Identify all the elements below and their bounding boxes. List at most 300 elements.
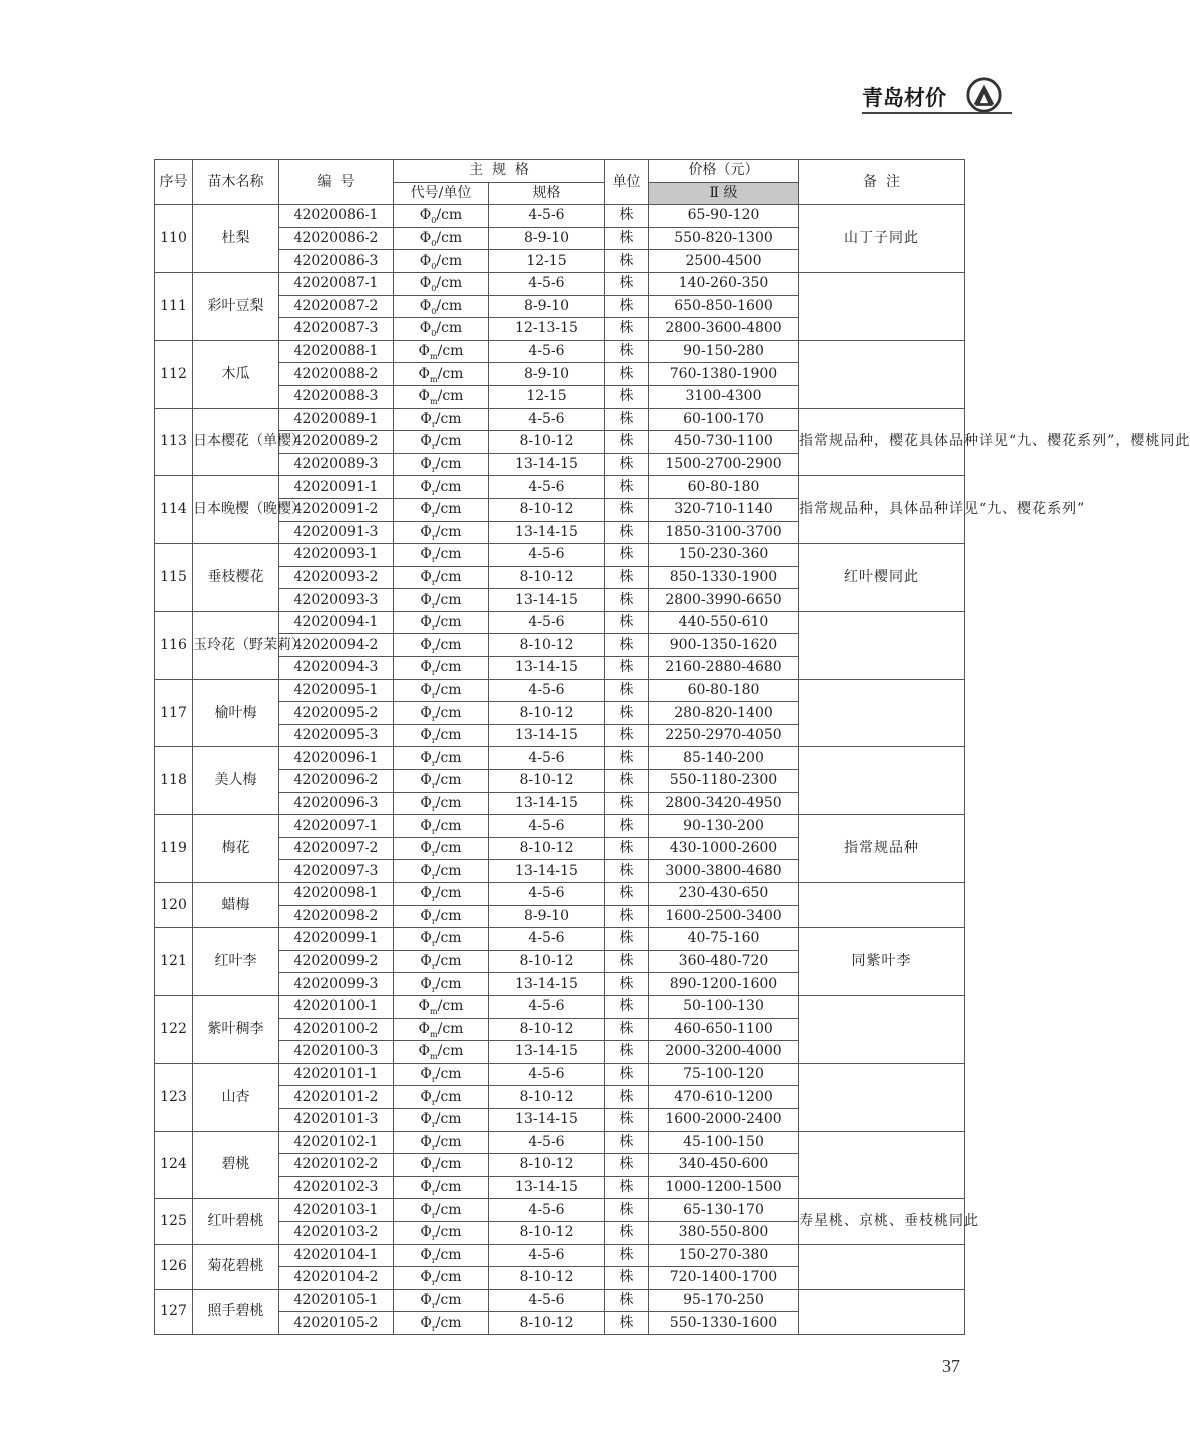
seq-cell: 123 [155, 1063, 193, 1131]
spec-cell: 4-5-6 [489, 883, 605, 906]
spec-unit: /cm [435, 794, 462, 811]
unit-cell: 株 [605, 770, 649, 793]
unit-cell: 株 [605, 702, 649, 725]
spec-cell: 13-14-15 [489, 1041, 605, 1064]
note-cell: 指常规品种，具体品种详见“九、樱花系列” [799, 476, 965, 544]
unit-cell: 株 [605, 792, 649, 815]
unit-cell: 株 [605, 928, 649, 951]
spec-code-cell [394, 860, 489, 883]
diameter-symbol: Φ [419, 230, 432, 247]
diameter-symbol: Φ [420, 591, 432, 608]
spec-cell: 13-14-15 [489, 792, 605, 815]
spec-code-cell [394, 950, 489, 973]
diameter-subscript: m [430, 351, 438, 361]
unit-cell: 株 [605, 431, 649, 454]
unit-cell: 株 [605, 815, 649, 838]
spec-unit: /cm [435, 1111, 462, 1128]
spec-code-cell [394, 1221, 489, 1244]
spec-unit: /cm [435, 1224, 462, 1241]
price-cell: 280-820-1400 [649, 702, 799, 725]
price-cell: 900-1350-1620 [649, 634, 799, 657]
unit-cell: 株 [605, 973, 649, 996]
diameter-symbol: Φ [420, 1088, 432, 1105]
diameter-symbol: Φ [420, 478, 432, 495]
unit-cell: 株 [605, 1244, 649, 1267]
spec-unit: /cm [435, 1179, 462, 1196]
spec-unit: /cm [435, 840, 462, 857]
diameter-subscript: r [431, 622, 436, 632]
diameter-subscript: r [431, 735, 436, 745]
diameter-subscript: r [431, 1142, 436, 1152]
table-row [155, 928, 965, 951]
diameter-symbol: Φ [419, 297, 432, 314]
diameter-subscript: r [431, 577, 436, 587]
unit-cell: 株 [605, 521, 649, 544]
price-cell: 3000-3800-4680 [649, 860, 799, 883]
unit-cell: 株 [605, 1267, 649, 1290]
price-cell: 440-550-610 [649, 611, 799, 634]
spec-unit: /cm [435, 568, 462, 585]
spec-cell: 4-5-6 [489, 1244, 605, 1267]
price-cell: 140-260-350 [649, 272, 799, 295]
code-cell: 42020103-1 [279, 1199, 394, 1222]
seq-cell: 113 [155, 408, 193, 476]
price-cell: 90-150-280 [649, 340, 799, 363]
price-cell: 360-480-720 [649, 950, 799, 973]
code-cell: 42020089-3 [279, 453, 394, 476]
diameter-subscript: m [430, 1029, 438, 1039]
seq-cell: 122 [155, 995, 193, 1063]
price-cell: 470-610-1200 [649, 1086, 799, 1109]
header-seq: 序号 [155, 160, 193, 205]
diameter-subscript: r [431, 1097, 436, 1107]
spec-cell: 4-5-6 [489, 205, 605, 228]
plant-name-cell: 蜡梅 [193, 883, 279, 928]
table-row [155, 1289, 965, 1312]
price-cell: 550-1330-1600 [649, 1312, 799, 1335]
price-cell: 2160-2880-4680 [649, 657, 799, 680]
diameter-symbol: Φ [420, 1224, 432, 1241]
price-cell: 1600-2000-2400 [649, 1108, 799, 1131]
unit-cell: 株 [605, 634, 649, 657]
spec-unit: /cm [435, 975, 462, 992]
code-cell: 42020102-2 [279, 1154, 394, 1177]
seq-cell: 114 [155, 476, 193, 544]
diameter-symbol: Φ [420, 456, 432, 473]
spec-code-cell [394, 1063, 489, 1086]
spec-code-cell [394, 431, 489, 454]
header-unit: 单位 [605, 160, 649, 205]
unit-cell: 株 [605, 747, 649, 770]
diameter-symbol: Φ [420, 772, 432, 789]
code-cell: 42020088-1 [279, 340, 394, 363]
spec-unit: /cm [436, 252, 463, 269]
diameter-symbol: Φ [418, 1020, 431, 1037]
price-cell: 2500-4500 [649, 250, 799, 273]
spec-cell: 8-10-12 [489, 1154, 605, 1177]
diameter-symbol: Φ [420, 636, 432, 653]
code-cell: 42020088-3 [279, 385, 394, 408]
spec-unit: /cm [435, 772, 462, 789]
unit-cell: 株 [605, 318, 649, 341]
code-cell: 42020093-1 [279, 544, 394, 567]
diameter-subscript: r [431, 419, 436, 429]
diameter-symbol: Φ [420, 1133, 432, 1150]
diameter-subscript: r [431, 939, 436, 949]
unit-cell: 株 [605, 363, 649, 386]
unit-cell: 株 [605, 1131, 649, 1154]
table-row [155, 815, 965, 838]
code-cell: 42020102-1 [279, 1131, 394, 1154]
spec-code-cell [394, 1086, 489, 1109]
code-cell: 42020095-3 [279, 724, 394, 747]
diameter-symbol: Φ [420, 433, 432, 450]
price-cell: 60-80-180 [649, 476, 799, 499]
spec-cell: 8-10-12 [489, 1267, 605, 1290]
code-cell: 42020094-3 [279, 657, 394, 680]
spec-cell: 8-10-12 [489, 431, 605, 454]
spec-unit: /cm [436, 320, 463, 337]
spec-code-cell [394, 1131, 489, 1154]
header-note: 备 注 [799, 160, 965, 205]
diameter-subscript: r [431, 713, 436, 723]
spec-cell: 4-5-6 [489, 995, 605, 1018]
note-cell: 指常规品种，樱花具体品种详见“九、樱花系列”，樱桃同此 [799, 408, 965, 476]
diameter-symbol: Φ [418, 1043, 431, 1060]
diameter-symbol: Φ [420, 1179, 432, 1196]
spec-cell: 13-14-15 [489, 1176, 605, 1199]
spec-cell: 13-14-15 [489, 1108, 605, 1131]
price-cell: 45-100-150 [649, 1131, 799, 1154]
code-cell: 42020091-2 [279, 498, 394, 521]
spec-code-cell [394, 363, 489, 386]
code-cell: 42020095-2 [279, 702, 394, 725]
code-cell: 42020089-2 [279, 431, 394, 454]
spec-code-cell [394, 1244, 489, 1267]
unit-cell: 株 [605, 995, 649, 1018]
spec-unit: /cm [435, 749, 462, 766]
code-cell: 42020097-1 [279, 815, 394, 838]
plant-name-cell: 玉玲花（野茉莉） [193, 611, 279, 679]
spec-cell: 12-15 [489, 250, 605, 273]
diameter-subscript: 0 [431, 306, 437, 316]
diameter-subscript: r [431, 894, 436, 904]
code-cell: 42020091-3 [279, 521, 394, 544]
spec-code-cell [394, 521, 489, 544]
spec-cell: 4-5-6 [489, 544, 605, 567]
unit-cell: 株 [605, 657, 649, 680]
diameter-subscript: r [431, 781, 436, 791]
diameter-symbol: Φ [420, 953, 432, 970]
spec-cell: 4-5-6 [489, 340, 605, 363]
spec-cell: 13-14-15 [489, 453, 605, 476]
unit-cell: 株 [605, 883, 649, 906]
diameter-symbol: Φ [418, 998, 431, 1015]
seq-cell: 125 [155, 1199, 193, 1244]
plant-name-cell: 榆叶梅 [193, 679, 279, 747]
diameter-subscript: r [431, 803, 436, 813]
header-spec: 规格 [489, 182, 605, 205]
spec-code-cell [394, 589, 489, 612]
diameter-subscript: 0 [431, 284, 437, 294]
price-cell: 40-75-160 [649, 928, 799, 951]
spec-code-cell [394, 385, 489, 408]
unit-cell: 株 [605, 1041, 649, 1064]
diameter-symbol: Φ [420, 1291, 432, 1308]
diameter-subscript: r [431, 690, 436, 700]
price-cell: 760-1380-1900 [649, 363, 799, 386]
table-row [155, 544, 965, 567]
code-cell: 42020091-1 [279, 476, 394, 499]
diameter-symbol: Φ [420, 794, 432, 811]
spec-code-cell [394, 611, 489, 634]
seq-cell: 117 [155, 679, 193, 747]
spec-code-cell [394, 476, 489, 499]
price-cell: 2800-3420-4950 [649, 792, 799, 815]
price-cell: 320-710-1140 [649, 498, 799, 521]
spec-cell: 4-5-6 [489, 272, 605, 295]
plant-name-cell: 日本樱花（单樱） [193, 408, 279, 476]
code-cell: 42020097-3 [279, 860, 394, 883]
spec-code-cell [394, 1176, 489, 1199]
diameter-symbol: Φ [418, 343, 431, 360]
spec-cell: 8-10-12 [489, 634, 605, 657]
code-cell: 42020086-3 [279, 250, 394, 273]
diameter-subscript: r [431, 1210, 436, 1220]
seq-cell: 110 [155, 205, 193, 273]
unit-cell: 株 [605, 544, 649, 567]
code-cell: 42020099-2 [279, 950, 394, 973]
spec-code-cell [394, 770, 489, 793]
code-cell: 42020104-1 [279, 1244, 394, 1267]
price-cell: 65-130-170 [649, 1199, 799, 1222]
spec-unit: /cm [435, 636, 462, 653]
spec-code-cell [394, 928, 489, 951]
diameter-symbol: Φ [418, 365, 431, 382]
diameter-subscript: r [431, 487, 436, 497]
diameter-subscript: 0 [431, 216, 437, 226]
table-row [155, 995, 965, 1018]
unit-cell: 株 [605, 905, 649, 928]
diameter-symbol: Φ [420, 749, 432, 766]
diameter-subscript: 0 [431, 261, 437, 271]
spec-cell: 8-9-10 [489, 227, 605, 250]
diameter-symbol: Φ [420, 523, 432, 540]
spec-cell: 8-10-12 [489, 702, 605, 725]
diameter-subscript: m [430, 374, 438, 384]
diameter-symbol: Φ [420, 1314, 432, 1331]
diameter-subscript: r [431, 961, 436, 971]
unit-cell: 株 [605, 1312, 649, 1335]
diameter-symbol: Φ [420, 885, 432, 902]
diameter-symbol: Φ [420, 501, 432, 518]
spec-unit: /cm [435, 704, 462, 721]
code-cell: 42020094-1 [279, 611, 394, 634]
spec-unit: /cm [435, 478, 462, 495]
spec-code-cell [394, 679, 489, 702]
price-cell: 2250-2970-4050 [649, 724, 799, 747]
table-row [155, 611, 965, 634]
code-cell: 42020087-2 [279, 295, 394, 318]
spec-cell: 4-5-6 [489, 611, 605, 634]
price-cell: 2800-3600-4800 [649, 318, 799, 341]
price-cell: 850-1330-1900 [649, 566, 799, 589]
diameter-subscript: r [431, 668, 436, 678]
spec-code-cell [394, 205, 489, 228]
plant-name-cell: 梅花 [193, 815, 279, 883]
spec-code-cell [394, 295, 489, 318]
spec-unit: /cm [435, 523, 462, 540]
spec-cell: 4-5-6 [489, 1289, 605, 1312]
diameter-subscript: r [431, 984, 436, 994]
spec-unit: /cm [435, 1291, 462, 1308]
spec-cell: 4-5-6 [489, 815, 605, 838]
spec-cell: 4-5-6 [489, 476, 605, 499]
spec-cell: 8-10-12 [489, 498, 605, 521]
plant-name-cell: 红叶碧桃 [193, 1199, 279, 1244]
spec-code-cell [394, 1108, 489, 1131]
header-spec-code-unit: 代号/单位 [394, 182, 489, 205]
diameter-subscript: r [431, 555, 436, 565]
spec-unit: /cm [437, 343, 464, 360]
price-cell: 1850-3100-3700 [649, 521, 799, 544]
code-cell: 42020093-2 [279, 566, 394, 589]
note-cell [799, 272, 965, 340]
diameter-subscript: r [431, 645, 436, 655]
diameter-subscript: r [431, 600, 436, 610]
note-cell [799, 1289, 965, 1334]
note-cell [799, 1131, 965, 1199]
table-row [155, 408, 965, 431]
table-row [155, 679, 965, 702]
spec-cell: 12-15 [489, 385, 605, 408]
spec-cell: 8-9-10 [489, 905, 605, 928]
seq-cell: 116 [155, 611, 193, 679]
header-price: 价格（元） [649, 160, 799, 183]
unit-cell: 株 [605, 860, 649, 883]
diameter-symbol: Φ [418, 388, 431, 405]
spec-code-cell [394, 227, 489, 250]
spec-unit: /cm [435, 1066, 462, 1083]
code-cell: 42020089-1 [279, 408, 394, 431]
code-cell: 42020103-2 [279, 1221, 394, 1244]
spec-code-cell [394, 250, 489, 273]
diameter-subscript: r [431, 464, 436, 474]
spec-unit: /cm [435, 1156, 462, 1173]
spec-unit: /cm [435, 546, 462, 563]
diameter-symbol: Φ [420, 546, 432, 563]
header-main-spec: 主 规 格 [394, 160, 605, 183]
spec-code-cell [394, 1289, 489, 1312]
spec-unit: /cm [435, 817, 462, 834]
table-row [155, 747, 965, 770]
price-cell: 85-140-200 [649, 747, 799, 770]
header-name: 苗木名称 [193, 160, 279, 205]
spec-code-cell [394, 634, 489, 657]
spec-unit: /cm [435, 456, 462, 473]
price-cell: 650-850-1600 [649, 295, 799, 318]
price-cell: 720-1400-1700 [649, 1267, 799, 1290]
diameter-subscript: r [431, 1255, 436, 1265]
spec-code-cell [394, 1041, 489, 1064]
price-cell: 2800-3990-6650 [649, 589, 799, 612]
diameter-symbol: Φ [420, 1111, 432, 1128]
diameter-subscript: r [431, 1233, 436, 1242]
plant-name-cell: 红叶李 [193, 928, 279, 996]
unit-cell: 株 [605, 227, 649, 250]
diameter-symbol: Φ [420, 1201, 432, 1218]
spec-cell: 4-5-6 [489, 679, 605, 702]
spec-unit: /cm [435, 1269, 462, 1286]
unit-cell: 株 [605, 272, 649, 295]
seq-cell: 120 [155, 883, 193, 928]
code-cell: 42020096-1 [279, 747, 394, 770]
spec-cell: 13-14-15 [489, 973, 605, 996]
code-cell: 42020087-1 [279, 272, 394, 295]
header-code: 编 号 [279, 160, 394, 205]
table-row [155, 476, 965, 499]
spec-unit: /cm [435, 1314, 462, 1331]
diameter-subscript: r [431, 1187, 436, 1197]
diameter-symbol: Φ [420, 681, 432, 698]
spec-code-cell [394, 1267, 489, 1290]
masthead-underline [862, 112, 1012, 114]
note-cell [799, 611, 965, 679]
header-grade: Ⅱ 级 [649, 182, 799, 205]
code-cell: 42020101-2 [279, 1086, 394, 1109]
spec-cell: 12-13-15 [489, 318, 605, 341]
diameter-symbol: Φ [420, 930, 432, 947]
unit-cell: 株 [605, 1086, 649, 1109]
spec-unit: /cm [435, 727, 462, 744]
spec-code-cell [394, 724, 489, 747]
unit-cell: 株 [605, 679, 649, 702]
diameter-symbol: Φ [419, 252, 432, 269]
unit-cell: 株 [605, 385, 649, 408]
price-cell: 450-730-1100 [649, 431, 799, 454]
diameter-subscript: r [431, 758, 436, 768]
table-row [155, 272, 965, 295]
spec-cell: 8-10-12 [489, 1018, 605, 1041]
price-cell: 550-1180-2300 [649, 770, 799, 793]
spec-code-cell [394, 318, 489, 341]
code-cell: 42020100-2 [279, 1018, 394, 1041]
diameter-subscript: r [431, 1300, 436, 1310]
spec-cell: 8-10-12 [489, 1312, 605, 1335]
diameter-symbol: Φ [420, 975, 432, 992]
masthead-title: 青岛材价 [862, 86, 946, 110]
price-cell: 60-80-180 [649, 679, 799, 702]
seq-cell: 119 [155, 815, 193, 883]
seq-cell: 115 [155, 544, 193, 612]
spec-unit: /cm [435, 1201, 462, 1218]
table-row [155, 1131, 965, 1154]
table-row [155, 205, 965, 228]
diameter-subscript: r [431, 848, 436, 858]
plant-name-cell: 杜梨 [193, 205, 279, 273]
price-cell: 1000-1200-1500 [649, 1176, 799, 1199]
spec-cell: 13-14-15 [489, 860, 605, 883]
diameter-symbol: Φ [420, 1269, 432, 1286]
note-cell: 红叶樱同此 [799, 544, 965, 612]
spec-code-cell [394, 747, 489, 770]
seq-cell: 111 [155, 272, 193, 340]
spec-cell: 8-10-12 [489, 566, 605, 589]
seq-cell: 126 [155, 1244, 193, 1289]
code-cell: 42020105-2 [279, 1312, 394, 1335]
spec-unit: /cm [437, 365, 464, 382]
unit-cell: 株 [605, 589, 649, 612]
